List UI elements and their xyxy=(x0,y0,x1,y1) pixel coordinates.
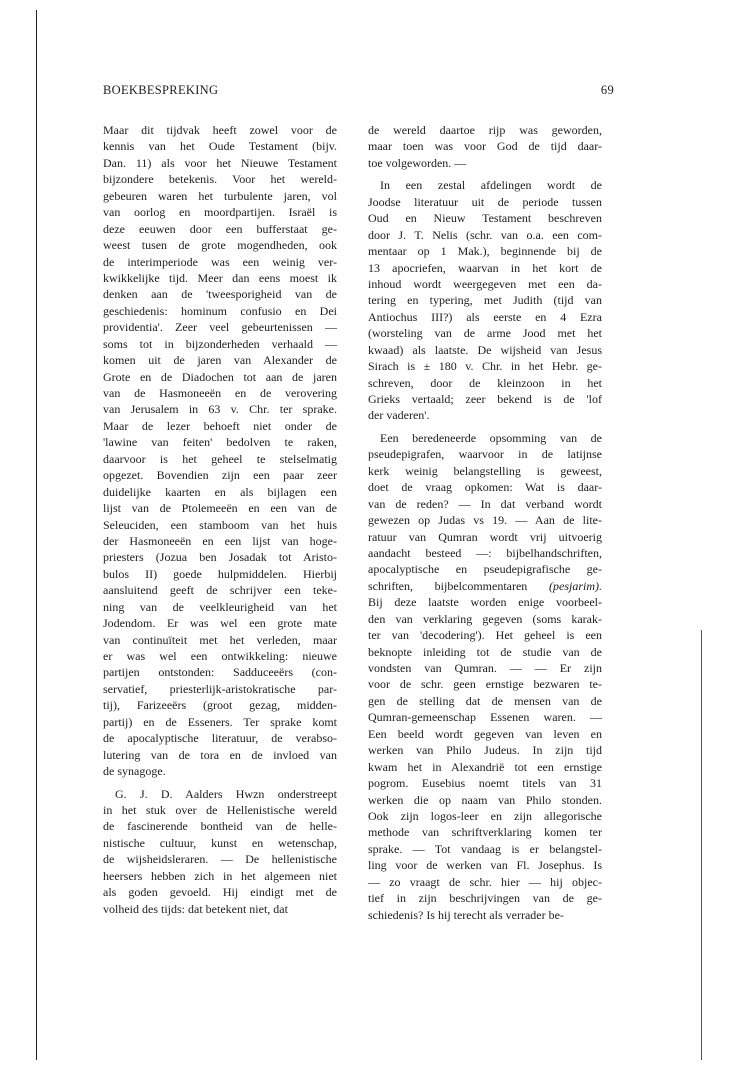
text-line: partijen ontstonden: Sadduceeërs (con- xyxy=(103,665,337,680)
text-line: van oorlog en moordpartijen. Israël is xyxy=(103,205,337,220)
text-line: Een beeld wordt gegeven van leven en xyxy=(368,726,602,741)
text-line: er was wel een ontwikkeling: nieuwe xyxy=(103,649,337,663)
text-line: lutering van de tora en de invloed van xyxy=(103,747,337,762)
text-line: pseudepigrafen, waarvoor in de latijnse xyxy=(368,447,602,462)
text-line: werken die op naam van Philo stonden. xyxy=(368,792,602,807)
page-number: 69 xyxy=(600,83,614,97)
running-title: BOEKBESPREKING xyxy=(103,83,219,97)
text-line: ling voor de werken van Fl. Josephus. Is xyxy=(368,858,602,873)
text-line: Antiochus III?) als eerste en 4 Ezra xyxy=(368,309,602,324)
text-line: vondsten van Qumran. — — Er zijn xyxy=(368,661,602,675)
right-column xyxy=(368,122,602,923)
text-line: kwam het in Alexandrië tot een ernstige xyxy=(368,759,602,774)
text-line: volheid des tijds: dat betekent niet, dat xyxy=(103,901,288,916)
text-line: denken aan de 'tweesporigheid van de xyxy=(103,287,337,302)
paragraph xyxy=(368,177,602,424)
text-line: Jodendom. Er was wel een grote mate xyxy=(103,616,337,631)
left-margin-rule xyxy=(36,10,37,1060)
left-column xyxy=(103,122,337,917)
text-line: Seleuciden, een stamboom van het huis xyxy=(103,517,337,532)
text-line: van continuïteit met het verleden, maar xyxy=(103,632,337,647)
text-line: der Hasmoneeën en een lijst van hoge- xyxy=(103,533,337,548)
text-line: Maar de lezer behoeft niet onder de xyxy=(103,418,337,433)
paragraph xyxy=(103,122,337,780)
text-line: partij) en de Esseners. Ter sprake komt xyxy=(103,714,337,729)
text-line: duidelijke kaarten en als bijlagen een xyxy=(103,484,337,499)
text-line: Bij deze laatste worden enige voorbeel- xyxy=(368,595,602,610)
text-line: kwikkelijke tijd. Meer dan eens moest ik xyxy=(103,270,337,285)
text-line: ratuur van Qumran wordt vrij uitvoerig xyxy=(368,529,602,544)
text-line: Grieks vertaald; zeer bekend is de 'lof xyxy=(368,392,602,406)
page-header xyxy=(103,83,614,98)
text-line: bijzondere betekenis. Voor het wereld- xyxy=(103,172,337,187)
text-line: gebeuren waren het turbulente jaren, vol xyxy=(103,188,337,203)
text-line: daarvoor is het geheel te stelselmatig xyxy=(103,451,337,466)
paragraph-part xyxy=(368,430,602,578)
paragraph-part xyxy=(368,594,602,923)
text-line: providentia'. Zeer veel gebeurtenissen — xyxy=(103,320,337,335)
text-line: Maar dit tijdvak heeft zowel voor de xyxy=(103,123,337,137)
text-line: (worsteling van de arme Jood met het xyxy=(368,326,602,341)
text-line: Joodse literatuur uit de periode tussen xyxy=(368,194,602,209)
text-line: 13 apocriefen, waarvan in het kort de xyxy=(368,260,602,275)
text-line: weest tusen de grote mogendheden, ook xyxy=(103,238,337,253)
text-line: als goden gevoeld. Hij eindigt met de xyxy=(103,885,337,900)
text-line: de synagoge. xyxy=(103,764,166,779)
text-line: methode van schriftverklaring komen ter xyxy=(368,825,602,840)
right-margin-rule xyxy=(701,630,702,1060)
text-line: van Jerusalem in 63 v. Chr. ter sprake. xyxy=(103,402,337,417)
text-line: tij), Farizeeërs (groot gezag, midden- xyxy=(103,698,337,713)
text-line: bulos II) goede hulpmiddelen. Hierbij xyxy=(103,566,337,581)
text-line: werken van Philo Judeus. In zijn tijd xyxy=(368,743,602,758)
text-line: schiedenis? Is hij terecht als verrader be- xyxy=(368,907,564,922)
text-line: toe volgeworden. — xyxy=(368,155,467,170)
text-line: schreven, door de kleinzoon in het xyxy=(368,375,602,390)
text-line: gewezen op Judas vs 19. — Aan de lite- xyxy=(368,513,602,528)
text-line: opgezet. Bovendien zijn een paar zeer xyxy=(103,468,337,483)
text-line: door J. T. Nelis (schr. van o.a. een com- xyxy=(368,227,602,242)
text-line: nistische cultuur, kunst en wetenschap, xyxy=(103,835,337,850)
text-line: heersers hebben zich in het algemeen niet xyxy=(103,868,337,883)
text-line: ter van 'decodering'). Het geheel is een xyxy=(368,628,602,643)
paragraph xyxy=(368,122,602,171)
text-line: de wereld daartoe rijp was geworden, xyxy=(368,123,602,137)
text-line: G. J. D. Aalders Hwzn onderstreept xyxy=(115,786,337,801)
text-line: doet de vraag opkomen: Wat is daar- xyxy=(368,480,602,495)
text-line: Oud en Nieuw Testament beschreven xyxy=(368,211,602,226)
text-line: kerk weinig belangstelling is geweest, xyxy=(368,463,602,478)
text-line xyxy=(368,578,602,594)
text-line: soms tot in bijzonderheden verhaald — xyxy=(103,336,337,351)
text-line: aandacht besteed —: bijbelhandschriften, xyxy=(368,545,602,560)
text-line: ning van de veelkleurigheid van het xyxy=(103,599,337,614)
paragraph xyxy=(368,430,602,923)
text-line: sprake. — Tot vandaag is er belangstel- xyxy=(368,841,602,856)
italic-term: (pesjarim). xyxy=(549,578,602,593)
text-line: geschiedenis: hominum confusio en Dei xyxy=(103,303,337,318)
text-line: Sirach is ± 180 v. Chr. in het Hebr. ge- xyxy=(368,359,602,374)
text-line: beknopte inleiding tot de studie van de xyxy=(368,644,602,659)
text-line: mentaar op 1 Mak.), beginnende bij de xyxy=(368,244,602,259)
paragraph xyxy=(103,786,337,918)
text-line: apocalyptische en pseudepigrafische ge- xyxy=(368,562,602,577)
text-line: gen de stelling dat de mensen van de xyxy=(368,693,602,708)
text-line: Een beredeneerde opsomming van de xyxy=(380,430,602,445)
text-line: in het stuk over de Hellenistische wereld xyxy=(103,802,337,817)
text-line: den van verklaring gegeven (soms karak- xyxy=(368,611,602,626)
text-line: de interimperiode was een weinig ver- xyxy=(103,254,337,269)
text-line: Dan. 11) als voor het Nieuwe Testament xyxy=(103,155,337,170)
text-line: de apocalyptische literatuur, de verabso- xyxy=(103,731,337,746)
text-line: de wijsheidsleraren. — De hellenistische xyxy=(103,852,337,867)
text-line: deze eeuwen door een bufferstaat ge- xyxy=(103,221,337,236)
text-line-lead: schriften, bijbelcommentaren xyxy=(368,578,528,593)
text-line: Ook zijn logos-leer en zijn allegorische xyxy=(368,808,602,823)
text-line: maar toen was voor God de tijd daar- xyxy=(368,139,602,154)
text-line: pogrom. Eusebius noemt titels van 31 xyxy=(368,776,602,791)
text-line: komen uit de jaren van Alexander de xyxy=(103,353,337,368)
text-line: aansluitend geeft de schrijver een teke- xyxy=(103,583,337,598)
text-line: tering en typering, met Judith (tijd van xyxy=(368,293,602,308)
text-line: In een zestal afdelingen wordt de xyxy=(380,178,602,193)
text-line: Qumran-gemeenschap Essenen waren. — xyxy=(368,710,602,725)
text-line: der vaderen'. xyxy=(368,408,430,423)
text-line: kwaad) als laatste. De wijsheid van Jesus xyxy=(368,342,602,357)
text-line: servatief, priesterlijk-aristokratische par- xyxy=(103,681,337,696)
text-line: de fascinerende bontheid van de helle- xyxy=(103,819,337,834)
text-line: inhoud wordt weergegeven met een da- xyxy=(368,276,602,291)
text-line: Grote en de Diadochen tot aan de jaren xyxy=(103,369,337,384)
text-line: van de Hasmoneeën en de verovering xyxy=(103,386,337,400)
text-line: kennis van het Oude Testament (bijv. xyxy=(103,139,337,154)
text-line: van de reden? — In dat verband wordt xyxy=(368,496,602,511)
text-line: 'lawine van feiten' bedolven te raken, xyxy=(103,435,337,450)
text-line: tief in zijn beschrijvingen van de ge- xyxy=(368,891,602,906)
text-line: — zo vraagt de schr. hier — hij objec- xyxy=(368,874,602,889)
text-line: lijst van de Ptolemeeën en een van de xyxy=(103,501,337,516)
text-line: voor de schr. geen ernstige bezwaren te- xyxy=(368,677,602,692)
text-line: priesters (Jozua ben Josadak tot Aristo- xyxy=(103,550,337,565)
